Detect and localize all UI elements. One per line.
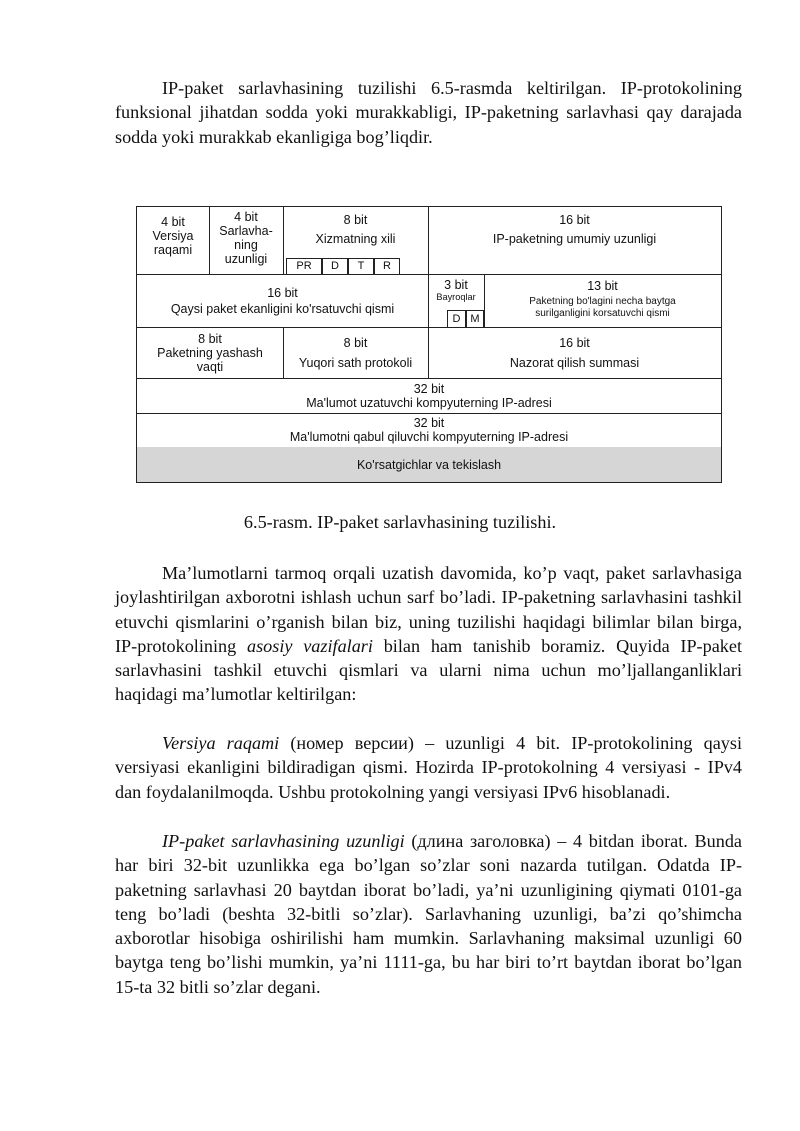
flag-d: D xyxy=(322,258,348,274)
identification-label: Qaysi paket ekanligini ko'rsatuvchi qismi xyxy=(170,301,395,316)
identification-bits: 16 bit xyxy=(267,285,298,300)
ttl-label-2: vaqti xyxy=(196,359,224,374)
ttl-field xyxy=(137,327,283,378)
ip-header-diagram xyxy=(136,206,722,483)
fragment-offset-bits: 13 bit xyxy=(587,279,618,293)
paragraph-4-text: (длина заголовка) – 4 bitdan iborat. Bunda har biri 32-bit uzunlikka ega bo’lgan so’zlar soni nazarda tutilgan. Odatda IP-paketning sarlavhasi 20 baytdan iborat bo’ladi, ya’ni uzunligining qiymati 0101-ga teng bo’ladi (beshta 32-bitli so’zlar). Sarlavhaning uzunligi, ba’zi qo’shimcha axborotlar hisobiga oshirilishi ham mumkin. Sarlavhaning maksimal uzunligi 60 baytga teng bo’lishi mumkin, ya’ni 1111-ga, bu har biri to’rt baytdan iborat bo’lgan 15-ta 32 bitli so’zlar degani. xyxy=(115,831,743,997)
term-version-number: Versiya raqami xyxy=(162,733,280,753)
destination-address-bits: 32 bit xyxy=(413,416,445,430)
paragraph-3-text: (номер версии) – uzunligi 4 bit. IP-protokolining qaysi versiyasi ekanligini bildiradigan qismi. Hozirda IP-protokolning 4 versiyasi - IPv4 dan foydalanilmoqda. Ushbu protokolning yangi versiyasi IPv6 hisoblanadi. xyxy=(115,733,742,802)
total-length-bits: 16 bit xyxy=(559,213,590,227)
protocol-bits: 8 bit xyxy=(343,335,368,350)
flag-df: D xyxy=(447,310,466,327)
options-padding-label: Ko'rsatgichlar va tekislash xyxy=(356,457,502,472)
figure-caption: 6.5-rasm. IP-paket sarlavhasining tuzilishi. xyxy=(243,512,557,532)
flag-mf: M xyxy=(466,310,484,327)
ttl-label: Paketning yashash xyxy=(157,345,263,360)
fragment-offset-field xyxy=(484,274,721,327)
version-label: Versiya xyxy=(152,229,194,243)
source-address-label: Ma'lumot uzatuvchi kompyuterning IP-adresi xyxy=(306,395,552,410)
paragraph-2-text: Ma’lumotlarni tarmoq orqali uzatish davomida, ko’p vaqt, paket sarlavhasiga joylashtirilgan axborotni ishlash uchun sarf bo’ladi. IP-paketning sarlavhasini tashkil etuvchi qismlarini o’rganish bilan biz, uning tuzilishi haqidagi bilimlar bilan birga, IP-protokolining xyxy=(115,563,742,656)
version-field xyxy=(137,207,209,274)
checksum-field xyxy=(428,327,721,378)
paragraph-2-emphasis: asosiy vazifalari xyxy=(247,635,373,656)
protocol-field xyxy=(283,327,428,378)
identification-field xyxy=(137,274,428,327)
source-address-field xyxy=(137,378,721,413)
paragraph-2-text-2: bilan ham tanishib boramiz. Quyida IP-paket sarlavhasini tashkil etuvchi qismlari va ularni nima uchun mo’ljallanganliklari haqidagi ma’lumotlar keltirilgan: xyxy=(115,635,743,705)
flags-bits: 3 bit xyxy=(444,278,468,292)
body-paragraph-4 xyxy=(115,829,742,999)
checksum-bits: 16 bit xyxy=(559,335,590,350)
header-length-field xyxy=(209,207,283,274)
checksum-label: Nazorat qilish summasi xyxy=(509,355,640,370)
flag-pr: PR xyxy=(286,258,322,274)
flags-field xyxy=(428,274,484,310)
flags-label: Bayroqlar xyxy=(436,292,476,302)
body-paragraph-2 xyxy=(115,561,742,707)
service-type-label: Xizmatning xili xyxy=(315,232,396,246)
flag-t: T xyxy=(348,258,374,274)
header-length-label: Sarlavha- xyxy=(219,224,273,238)
source-address-bits: 32 bit xyxy=(413,381,445,396)
total-length-label: IP-paketning umumiy uzunligi xyxy=(492,232,657,246)
version-bits: 4 bit xyxy=(161,215,185,229)
flag-r: R xyxy=(374,258,400,274)
fragment-offset-label-2: surilganligini korsatuvchi qismi xyxy=(535,308,670,319)
service-type-field xyxy=(283,207,428,257)
options-padding-field xyxy=(137,447,721,482)
header-length-bits: 4 bit xyxy=(234,210,258,224)
protocol-label: Yuqori sath protokoli xyxy=(298,355,413,370)
total-length-field xyxy=(428,207,721,274)
destination-address-field xyxy=(137,413,721,447)
version-label-2: raqami xyxy=(153,243,193,257)
intro-paragraph: IP-paket sarlavhasining tuzilishi 6.5-rasmda keltirilgan. IP-protokolining funksional jihatdan sodda yoki murakkabligi, IP-paketning sarlavhasi qay darajada sodda yoki murakkab ekanligiga bog’liqdir. xyxy=(115,78,742,147)
ttl-bits: 8 bit xyxy=(198,331,222,346)
body-paragraph-3 xyxy=(115,731,742,804)
term-header-length: IP-paket sarlavhasining uzunligi xyxy=(162,831,405,851)
fragment-offset-label: Paketning bo'lagini necha baytga xyxy=(529,296,676,307)
header-length-label-3: uzunligi xyxy=(224,252,268,266)
header-length-label-2: ning xyxy=(234,238,258,252)
destination-address-label: Ma'lumotni qabul qiluvchi kompyuterning IP-adresi xyxy=(289,430,569,444)
service-type-bits: 8 bit xyxy=(343,213,368,227)
